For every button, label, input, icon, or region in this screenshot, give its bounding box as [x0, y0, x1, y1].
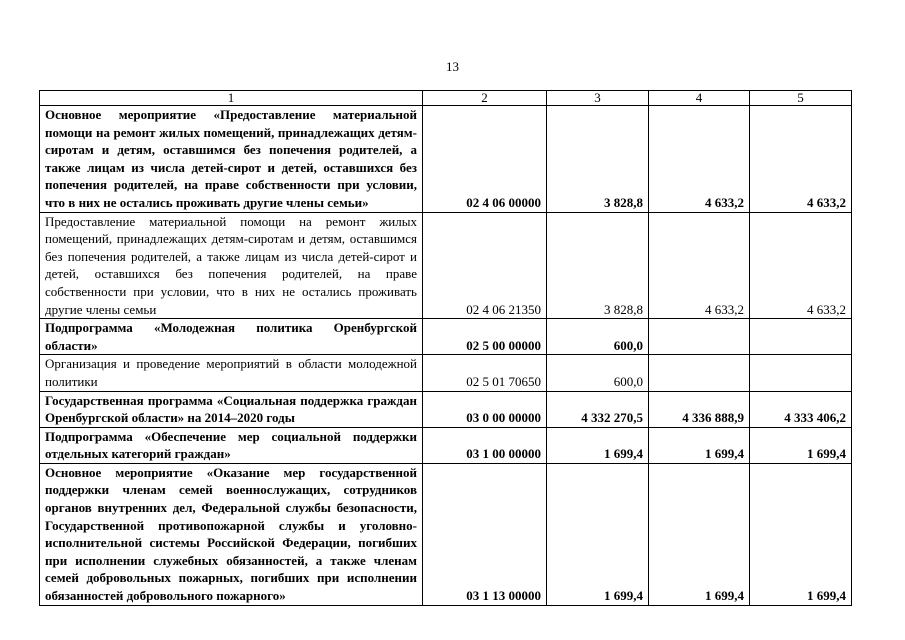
row-value-col5: 4 633,2 [750, 212, 852, 319]
column-header: 3 [547, 91, 649, 106]
row-value-col4: 1 699,4 [649, 427, 750, 463]
table-row [40, 319, 852, 355]
row-name: Организация и проведение мероприятий в области молодежной политики [40, 355, 423, 391]
row-value-col4: 4 633,2 [649, 106, 750, 213]
row-value-col4: 1 699,4 [649, 463, 750, 605]
row-value-col3: 3 828,8 [547, 212, 649, 319]
table-row [40, 355, 852, 391]
column-header: 1 [40, 91, 423, 106]
table-row [40, 463, 852, 605]
column-header: 4 [649, 91, 750, 106]
row-value-col5 [750, 319, 852, 355]
row-value-col5: 1 699,4 [750, 427, 852, 463]
row-value-col3: 600,0 [547, 355, 649, 391]
row-name: Подпрограмма «Молодежная политика Оренбургской области» [40, 319, 423, 355]
row-name: Основное мероприятие «Оказание мер государственной поддержки членам семей военнослужащих, сотрудников органов внутренних дел, Федеральной службы безопасности, Государственной противопожарной службы и уголовно-исполнительной системы Российской Федерации, погибших при исполнении служебных обязанностей, а также членам семей добровольных пожарных, погибших при исполнении обязанностей добровольного пожарного» [40, 463, 423, 605]
table-row [40, 212, 852, 319]
row-value-col5: 4 633,2 [750, 106, 852, 213]
row-value-col3: 4 332 270,5 [547, 391, 649, 427]
row-code: 03 0 00 00000 [423, 391, 547, 427]
table-row [40, 391, 852, 427]
page-number: 13 [446, 59, 459, 74]
row-value-col3: 1 699,4 [547, 427, 649, 463]
row-value-col5: 4 333 406,2 [750, 391, 852, 427]
column-number-header-row [40, 91, 852, 106]
row-value-col4: 4 633,2 [649, 212, 750, 319]
row-code: 03 1 13 00000 [423, 463, 547, 605]
row-value-col4: 4 336 888,9 [649, 391, 750, 427]
row-name: Государственная программа «Социальная поддержка граждан Оренбургской области» на 2014–2020 годы [40, 391, 423, 427]
column-header: 5 [750, 91, 852, 106]
row-code: 02 5 01 70650 [423, 355, 547, 391]
row-code: 03 1 00 00000 [423, 427, 547, 463]
row-value-col4 [649, 319, 750, 355]
row-code: 02 5 00 00000 [423, 319, 547, 355]
table-row [40, 427, 852, 463]
row-value-col5: 1 699,4 [750, 463, 852, 605]
row-name: Подпрограмма «Обеспечение мер социальной поддержки отдельных категорий граждан» [40, 427, 423, 463]
row-value-col4 [649, 355, 750, 391]
row-value-col3: 3 828,8 [547, 106, 649, 213]
row-value-col3: 600,0 [547, 319, 649, 355]
row-code: 02 4 06 21350 [423, 212, 547, 319]
table-row [40, 106, 852, 213]
column-header: 2 [423, 91, 547, 106]
row-value-col5 [750, 355, 852, 391]
budget-table [39, 90, 852, 606]
row-code: 02 4 06 00000 [423, 106, 547, 213]
row-value-col3: 1 699,4 [547, 463, 649, 605]
row-name: Предоставление материальной помощи на ремонт жилых помещений, принадлежащих детям-сиротам и детям, оставшимся без попечения родителей, а также лицам из числа детей-сирот и детей, оставшихся без попечения родителей, на праве собственности при условии, что в них не остались проживать другие члены семьи [40, 212, 423, 319]
row-name: Основное мероприятие «Предоставление материальной помощи на ремонт жилых помещений, принадлежащих детям-сиротам и детям, оставшимся без попечения родителей, а также лицам из числа детей-сирот и детей, оставшихся без попечения родителей, на праве собственности при условии, что в них не остались проживать другие члены семьи» [40, 106, 423, 213]
